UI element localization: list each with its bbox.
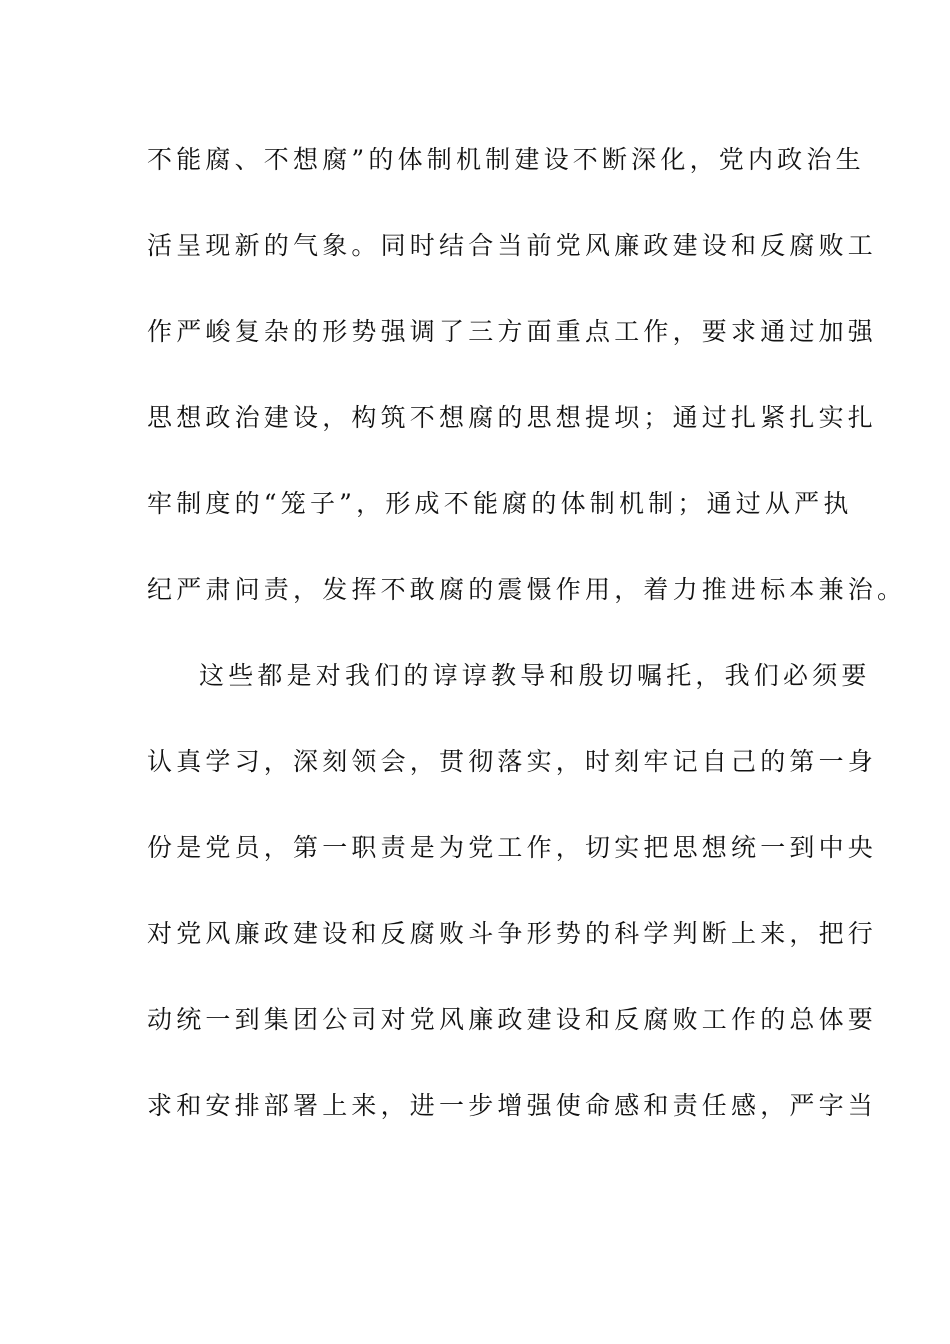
text-line: 活呈现新的气象。同时结合当前党风廉政建设和反腐败工: [147, 231, 878, 260]
text-line: 不能腐、不想腐”的体制机制建设不断深化，党内政治生: [147, 145, 865, 174]
text-line: 纪严肃问责，发挥不敢腐的震慑作用，着力推进标本兼治。: [147, 575, 907, 604]
text-line: 作严峻复杂的形势强调了三方面重点工作，要求通过加强: [147, 317, 878, 346]
text-line: 份是党员，第一职责是为党工作，切实把思想统一到中央: [147, 833, 878, 862]
text-line: 认真学习，深刻领会，贯彻落实，时刻牢记自己的第一身: [147, 747, 878, 776]
text-line: 动统一到集团公司对党风廉政建设和反腐败工作的总体要: [147, 1005, 878, 1034]
text-line: 思想政治建设，构筑不想腐的思想提坝；通过扎紧扎实扎: [147, 403, 878, 432]
text-line: 牢制度的“笼子”，形成不能腐的体制机制；通过从严执: [147, 489, 853, 518]
text-line: 对党风廉政建设和反腐败斗争形势的科学判断上来，把行: [147, 919, 878, 948]
text-line-indented: 这些都是对我们的谆谆教导和殷切嘱托，我们必须要: [199, 661, 871, 690]
text-line: 求和安排部署上来，进一步增强使命感和责任感，严字当: [147, 1091, 878, 1120]
